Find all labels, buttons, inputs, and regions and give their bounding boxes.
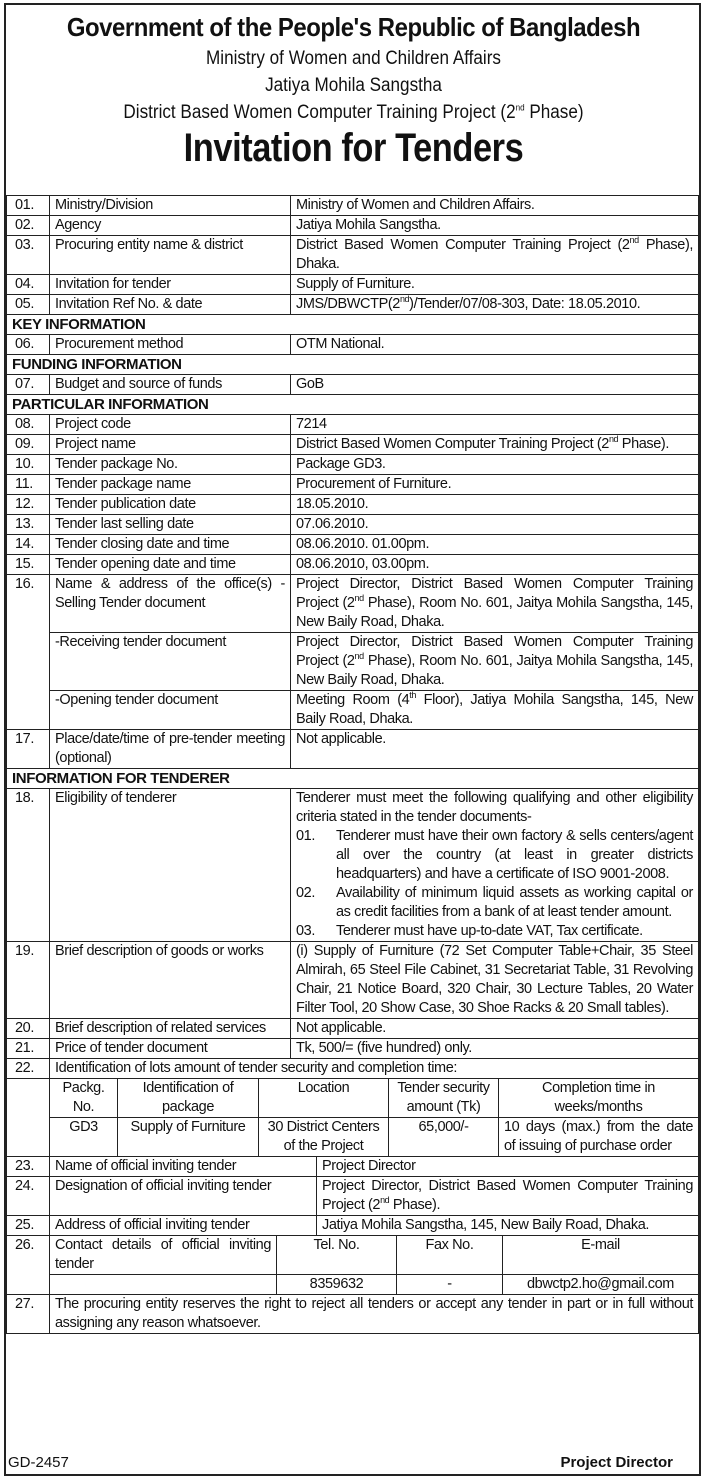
lots-cell: Supply of Furniture: [118, 1118, 259, 1157]
row-number: 21.: [7, 1039, 50, 1059]
row-number: 05.: [7, 295, 50, 315]
row-label: Tender last selling date: [50, 515, 291, 535]
table-row: [7, 236, 699, 275]
row-label: Tender closing date and time: [50, 535, 291, 555]
row-number: 19.: [7, 942, 50, 1019]
row-label: Tender opening date and time: [50, 555, 291, 575]
table-row: [7, 1216, 699, 1236]
row-label: Ministry/Division: [50, 196, 291, 216]
table-row: [7, 730, 699, 769]
table-row: [7, 535, 699, 555]
row-number: 06.: [7, 335, 50, 355]
row-value: District Based Women Computer Training Project (2nd Phase), Dhaka.: [291, 236, 699, 275]
criteria-item: 02. Availability of minimum liquid assets as working capital or as credit facilities from a bank of at least tender amount.: [296, 885, 693, 920]
row-value: OTM National.: [291, 335, 699, 355]
table-row: [7, 1177, 699, 1216]
table-row: [7, 216, 699, 236]
lots-cell: 30 District Centers of the Project: [259, 1118, 389, 1157]
row-label: Tender package name: [50, 475, 291, 495]
lots-column-header: Completion time in weeks/months: [499, 1079, 699, 1118]
row-number: 04.: [7, 275, 50, 295]
official-table: [6, 1156, 699, 1236]
row-label: Name of official inviting tender: [50, 1157, 317, 1177]
row-value: District Based Women Computer Training Project (2nd Phase).: [291, 435, 699, 455]
table-row: [7, 435, 699, 455]
row-value: (i) Supply of Furniture (72 Set Computer Table+Chair, 35 Steel Almirah, 65 Steel File Cabinet, 31 Secretariat Table, 31 Revolving Chair, 21 Notice Board, 320 Chair, 30 Lecture Tables, 20 Water Filter Tool, 20 Show Case, 30 Shoe Racks & 20 Small tables).: [291, 942, 699, 1019]
row-value: Tenderer must meet the following qualifying and other eligibility criteria stated in the tender documents- 01. Tenderer must have their own factory & sells centers/agent all over the country (at least in greater districts headquarters) and have a certificate of ISO 9001-2008. 02. Availability of minimum liquid assets as working capital or as credit facilities from a bank of at least tender amount. 03. Tenderer must have up-to-date VAT, Tax certificate.: [291, 789, 699, 942]
page-title: Invitation for Tenders: [183, 126, 524, 170]
blank-cell: [50, 1275, 277, 1295]
table-row: [7, 1039, 699, 1059]
row-number: 01.: [7, 196, 50, 216]
table-subrow: [7, 633, 699, 691]
row-label: Designation of official inviting tender: [50, 1177, 317, 1216]
project-name: District Based Women Computer Training Project (2nd Phase): [123, 102, 584, 123]
row-number: 10.: [7, 455, 50, 475]
row-label: Brief description of related services: [50, 1019, 291, 1039]
row-number: 07.: [7, 375, 50, 395]
row-number: 13.: [7, 515, 50, 535]
table-row: [7, 1157, 699, 1177]
row-label: -Opening tender document: [50, 691, 291, 730]
section-title: KEY INFORMATION: [7, 315, 699, 335]
row-number: 27.: [7, 1295, 50, 1334]
contact-column-header: E-mail: [503, 1236, 699, 1275]
row-number: 02.: [7, 216, 50, 236]
row-value: Meeting Room (4th Floor), Jatiya Mohila Sangstha, 145, New Baily Road, Dhaka.: [291, 691, 699, 730]
row-number: 24.: [7, 1177, 50, 1216]
footer: [6, 1452, 699, 1474]
table-row: [7, 789, 699, 942]
lots-column-header: Identification of package: [118, 1079, 259, 1118]
contact-value: dbwctp2.ho@gmail.com: [503, 1275, 699, 1295]
lots-cell: 65,000/-: [389, 1118, 499, 1157]
row-number: 20.: [7, 1019, 50, 1039]
row-number: 18.: [7, 789, 50, 942]
section-title: FUNDING INFORMATION: [7, 355, 699, 375]
table-row: [7, 942, 699, 1019]
table-row: [7, 475, 699, 495]
government-title: Government of the People's Republic of Bangladesh: [66, 12, 641, 42]
row-value: Project Director, District Based Women Computer Training Project (2nd Phase).: [317, 1177, 699, 1216]
blank-cell: [7, 1079, 50, 1157]
row-label: Tender package No.: [50, 455, 291, 475]
row-label: Project name: [50, 435, 291, 455]
table-subrow: [7, 691, 699, 730]
row-value: Supply of Furniture.: [291, 275, 699, 295]
row-value: Ministry of Women and Children Affairs.: [291, 196, 699, 216]
row-value: Project Director, District Based Women Computer Training Project (2nd Phase), Room No. 601, Jaitya Mohila Sangstha, 145, New Baily Road, Dhaka.: [291, 633, 699, 691]
row-value: Not applicable.: [291, 1019, 699, 1039]
lots-column-header: Packg. No.: [50, 1079, 118, 1118]
lots-column-header: Tender security amount (Tk): [389, 1079, 499, 1118]
table-row: [7, 375, 699, 395]
table-row: [7, 455, 699, 475]
contact-table: [6, 1235, 699, 1295]
criteria-item: 01. Tenderer must have their own factory & sells centers/agent all over the country (at least in greater districts headquarters) and have a certificate of ISO 9001-2008.: [296, 828, 693, 882]
lots-cell: 10 days (max.) from the date of issuing of purchase order: [499, 1118, 699, 1157]
row-value: Procurement of Furniture.: [291, 475, 699, 495]
table-row: [7, 555, 699, 575]
contact-value: -: [397, 1275, 503, 1295]
row-number: 16.: [7, 575, 50, 730]
lots-table: [6, 1058, 699, 1157]
agency-name: Jatiya Mohila Sangstha: [265, 75, 442, 96]
row-value: Not applicable.: [291, 730, 699, 769]
lots-cell: GD3: [50, 1118, 118, 1157]
row-label: Place/date/time of pre-tender meeting (optional): [50, 730, 291, 769]
table-row: [7, 196, 699, 216]
table-row: [7, 275, 699, 295]
row-number: 26.: [7, 1236, 50, 1295]
table-row: [7, 415, 699, 435]
row-number: 11.: [7, 475, 50, 495]
row-number: 23.: [7, 1157, 50, 1177]
contact-value: 8359632: [277, 1275, 397, 1295]
row-value: Jatiya Mohila Sangstha, 145, New Baily Road, Dhaka.: [317, 1216, 699, 1236]
row-value: Project Director, District Based Women Computer Training Project (2nd Phase), Room No. 601, Jaitya Mohila Sangstha, 145, New Baily Road, Dhaka.: [291, 575, 699, 633]
row-value: Jatiya Mohila Sangstha.: [291, 216, 699, 236]
row-value: 08.06.2010, 03.00pm.: [291, 555, 699, 575]
table-row: [7, 495, 699, 515]
section-header: [7, 315, 699, 335]
row-label: Eligibility of tenderer: [50, 789, 291, 942]
section-header: [7, 355, 699, 375]
row-label: Price of tender document: [50, 1039, 291, 1059]
row-value: 08.06.2010. 01.00pm.: [291, 535, 699, 555]
section-title: PARTICULAR INFORMATION: [7, 395, 699, 415]
row-value: 07.06.2010.: [291, 515, 699, 535]
row-value: 18.05.2010.: [291, 495, 699, 515]
table-row: [7, 1019, 699, 1039]
contact-column-header: Tel. No.: [277, 1236, 397, 1275]
notice-code: GD-2457: [8, 1454, 69, 1471]
row-label: Tender publication date: [50, 495, 291, 515]
row-number: 09.: [7, 435, 50, 455]
contact-column-header: Fax No.: [397, 1236, 503, 1275]
row-label: Brief description of goods or works: [50, 942, 291, 1019]
section-title: INFORMATION FOR TENDERER: [7, 769, 699, 789]
row-label: Project code: [50, 415, 291, 435]
row-value: JMS/DBWCTP(2nd)/Tender/07/08-303, Date: 18.05.2010.: [291, 295, 699, 315]
row-label: Name & address of the office(s) -Selling Tender document: [50, 575, 291, 633]
table-row: [7, 515, 699, 535]
row-value: GoB: [291, 375, 699, 395]
row-value: Package GD3.: [291, 455, 699, 475]
row-number: 03.: [7, 236, 50, 275]
section-header: [7, 769, 699, 789]
row-label: Invitation Ref No. & date: [50, 295, 291, 315]
row-value: Tk, 500/= (five hundred) only.: [291, 1039, 699, 1059]
row-label: Procuring entity name & district: [50, 236, 291, 275]
table-row: [7, 335, 699, 355]
lots-title: Identification of lots amount of tender security and completion time:: [50, 1059, 699, 1079]
note-table: [6, 1294, 699, 1334]
row-label: Budget and source of funds: [50, 375, 291, 395]
note-text: The procuring entity reserves the right to reject all tenders or accept any tender in part or in full without assigning any reason whatsoever.: [50, 1295, 699, 1334]
tender-info-table: [6, 195, 699, 1059]
row-label: -Receiving tender document: [50, 633, 291, 691]
section-header: [7, 395, 699, 415]
row-number: 12.: [7, 495, 50, 515]
row-value: Project Director: [317, 1157, 699, 1177]
row-label: Invitation for tender: [50, 275, 291, 295]
table-row: [7, 295, 699, 315]
lots-column-header: Location: [259, 1079, 389, 1118]
row-number: 15.: [7, 555, 50, 575]
row-label: Procurement method: [50, 335, 291, 355]
signature: Project Director: [560, 1454, 673, 1471]
row-number: 14.: [7, 535, 50, 555]
row-value: 7214: [291, 415, 699, 435]
row-number: 08.: [7, 415, 50, 435]
contact-label: Contact details of official inviting tender: [50, 1236, 277, 1275]
row-label: Agency: [50, 216, 291, 236]
row-number: 17.: [7, 730, 50, 769]
row-label: Address of official inviting tender: [50, 1216, 317, 1236]
row-number: 25.: [7, 1216, 50, 1236]
criteria-item: 03. Tenderer must have up-to-date VAT, Tax certificate.: [296, 923, 643, 939]
ministry-name: Ministry of Women and Children Affairs: [206, 48, 501, 69]
row-number: 22.: [7, 1059, 50, 1079]
table-row: [7, 575, 699, 633]
